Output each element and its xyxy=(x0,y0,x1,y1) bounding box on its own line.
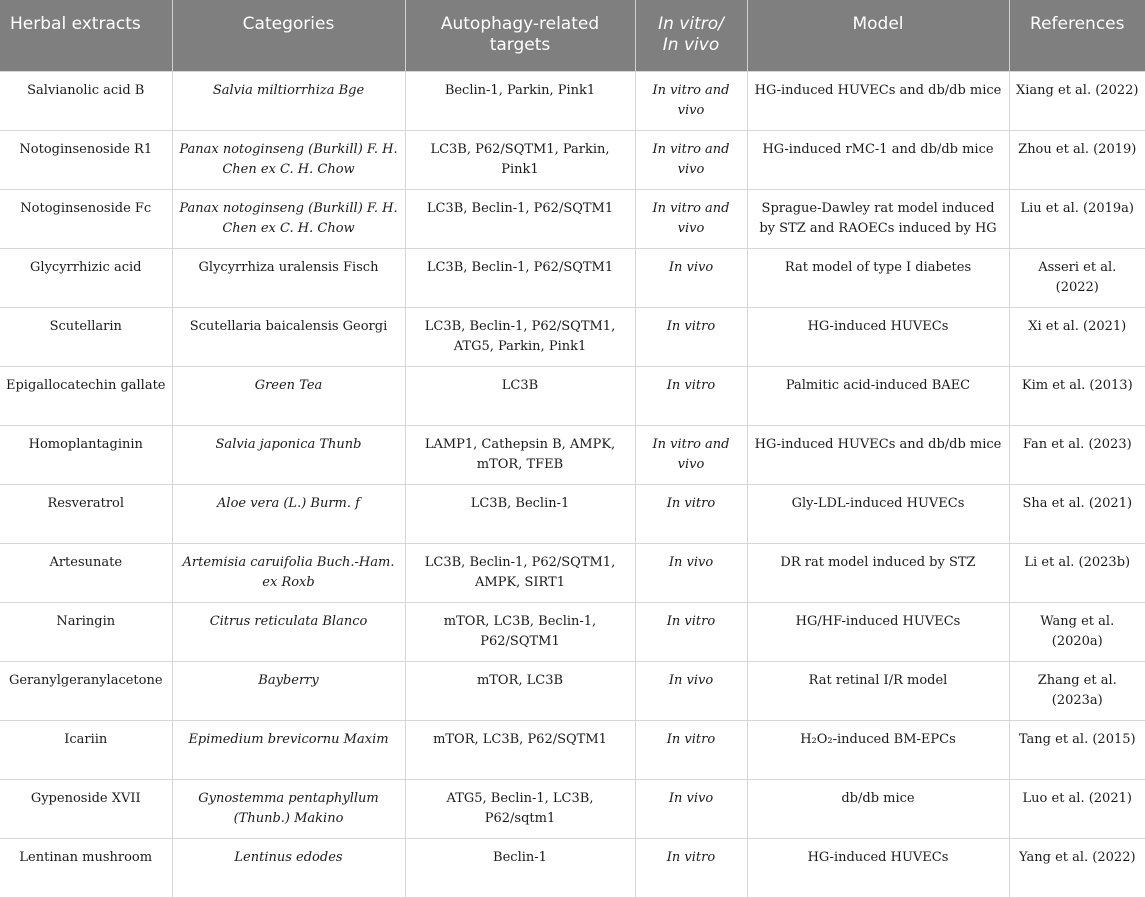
cell-herbal-extract: Notoginsenoside Fc xyxy=(0,189,172,248)
cell-model-type: In vitro xyxy=(635,838,747,897)
cell-category: Citrus reticulata Blanco xyxy=(172,602,405,661)
header-row xyxy=(0,0,1145,71)
cell-model: Gly-LDL-induced HUVECs xyxy=(747,484,1009,543)
cell-herbal-extract: Icariin xyxy=(0,720,172,779)
cell-model-type: In vitro xyxy=(635,307,747,366)
cell-category: Aloe vera (L.) Burm. f xyxy=(172,484,405,543)
cell-category: Glycyrrhiza uralensis Fisch xyxy=(172,248,405,307)
cell-category: Artemisia caruifolia Buch.-Ham. ex Roxb xyxy=(172,543,405,602)
cell-model-type: In vitro xyxy=(635,484,747,543)
cell-category: Scutellaria baicalensis Georgi xyxy=(172,307,405,366)
header-autophagy-targets: Autophagy-related targets xyxy=(405,0,635,71)
cell-targets: LC3B, Beclin-1 xyxy=(405,484,635,543)
cell-reference: Asseri et al. (2022) xyxy=(1009,248,1145,307)
cell-model: HG-induced HUVECs xyxy=(747,307,1009,366)
cell-model-type: In vitro and vivo xyxy=(635,425,747,484)
table-body xyxy=(0,71,1145,897)
cell-herbal-extract: Artesunate xyxy=(0,543,172,602)
cell-category: Salvia miltiorrhiza Bge xyxy=(172,71,405,130)
cell-model: Palmitic acid-induced BAEC xyxy=(747,366,1009,425)
cell-targets: mTOR, LC3B xyxy=(405,661,635,720)
cell-targets: mTOR, LC3B, Beclin-1, P62/SQTM1 xyxy=(405,602,635,661)
cell-reference: Zhou et al. (2019) xyxy=(1009,130,1145,189)
cell-model-type: In vitro and vivo xyxy=(635,130,747,189)
cell-category: Epimedium brevicornu Maxim xyxy=(172,720,405,779)
cell-targets: ATG5, Beclin-1, LC3B, P62/sqtm1 xyxy=(405,779,635,838)
cell-model: HG-induced HUVECs and db/db mice xyxy=(747,71,1009,130)
cell-reference: Wang et al. (2020a) xyxy=(1009,602,1145,661)
cell-reference: Zhang et al. (2023a) xyxy=(1009,661,1145,720)
cell-herbal-extract: Scutellarin xyxy=(0,307,172,366)
cell-model-type: In vivo xyxy=(635,248,747,307)
cell-model-type: In vitro and vivo xyxy=(635,189,747,248)
cell-targets: Beclin-1, Parkin, Pink1 xyxy=(405,71,635,130)
table-row xyxy=(0,484,1145,543)
cell-herbal-extract: Epigallocatechin gallate xyxy=(0,366,172,425)
cell-model-type: In vitro xyxy=(635,602,747,661)
cell-category: Salvia japonica Thunb xyxy=(172,425,405,484)
cell-model-type: In vitro xyxy=(635,720,747,779)
cell-category: Gynostemma pentaphyllum (Thunb.) Makino xyxy=(172,779,405,838)
header-model-type xyxy=(635,0,747,71)
cell-targets: mTOR, LC3B, P62/SQTM1 xyxy=(405,720,635,779)
cell-reference: Kim et al. (2013) xyxy=(1009,366,1145,425)
cell-model-type: In vivo xyxy=(635,779,747,838)
cell-herbal-extract: Glycyrrhizic acid xyxy=(0,248,172,307)
cell-model: Sprague-Dawley rat model induced by STZ and RAOECs induced by HG xyxy=(747,189,1009,248)
cell-herbal-extract: Gypenoside XVII xyxy=(0,779,172,838)
cell-targets: LC3B, Beclin-1, P62/SQTM1 xyxy=(405,248,635,307)
cell-reference: Li et al. (2023b) xyxy=(1009,543,1145,602)
header-model-type-line2: In vivo xyxy=(662,35,720,55)
table-row xyxy=(0,838,1145,897)
cell-model-type: In vivo xyxy=(635,661,747,720)
cell-model-type: In vivo xyxy=(635,543,747,602)
cell-reference: Yang et al. (2022) xyxy=(1009,838,1145,897)
cell-herbal-extract: Lentinan mushroom xyxy=(0,838,172,897)
cell-category: Panax notoginseng (Burkill) F. H. Chen ex C. H. Chow xyxy=(172,130,405,189)
table-row xyxy=(0,602,1145,661)
header-model: Model xyxy=(747,0,1009,71)
cell-reference: Liu et al. (2019a) xyxy=(1009,189,1145,248)
cell-herbal-extract: Resveratrol xyxy=(0,484,172,543)
table-row xyxy=(0,720,1145,779)
cell-model: HG-induced HUVECs and db/db mice xyxy=(747,425,1009,484)
cell-targets: LC3B, P62/SQTM1, Parkin, Pink1 xyxy=(405,130,635,189)
cell-model: HG/HF-induced HUVECs xyxy=(747,602,1009,661)
table-row xyxy=(0,130,1145,189)
table-row xyxy=(0,779,1145,838)
table-row xyxy=(0,248,1145,307)
cell-targets: LC3B, Beclin-1, P62/SQTM1 xyxy=(405,189,635,248)
cell-model: HG-induced rMC-1 and db/db mice xyxy=(747,130,1009,189)
cell-model-type: In vitro xyxy=(635,366,747,425)
cell-model: Rat model of type I diabetes xyxy=(747,248,1009,307)
header-herbal-extracts: Herbal extracts xyxy=(0,0,172,71)
cell-targets: LC3B, Beclin-1, P62/SQTM1, ATG5, Parkin, Pink1 xyxy=(405,307,635,366)
cell-herbal-extract: Salvianolic acid B xyxy=(0,71,172,130)
cell-model-type: In vitro and vivo xyxy=(635,71,747,130)
cell-reference: Xi et al. (2021) xyxy=(1009,307,1145,366)
cell-herbal-extract: Naringin xyxy=(0,602,172,661)
header-categories: Categories xyxy=(172,0,405,71)
cell-targets: Beclin-1 xyxy=(405,838,635,897)
table-row xyxy=(0,71,1145,130)
cell-model: db/db mice xyxy=(747,779,1009,838)
cell-reference: Fan et al. (2023) xyxy=(1009,425,1145,484)
table-row xyxy=(0,543,1145,602)
cell-category: Green Tea xyxy=(172,366,405,425)
cell-category: Bayberry xyxy=(172,661,405,720)
cell-model: Rat retinal I/R model xyxy=(747,661,1009,720)
cell-herbal-extract: Notoginsenoside R1 xyxy=(0,130,172,189)
cell-herbal-extract: Homoplantaginin xyxy=(0,425,172,484)
cell-reference: Tang et al. (2015) xyxy=(1009,720,1145,779)
table-row xyxy=(0,661,1145,720)
cell-reference: Xiang et al. (2022) xyxy=(1009,71,1145,130)
table-row xyxy=(0,425,1145,484)
cell-reference: Sha et al. (2021) xyxy=(1009,484,1145,543)
cell-model: HG-induced HUVECs xyxy=(747,838,1009,897)
header-references: References xyxy=(1009,0,1145,71)
cell-reference: Luo et al. (2021) xyxy=(1009,779,1145,838)
cell-model: H₂O₂-induced BM-EPCs xyxy=(747,720,1009,779)
cell-herbal-extract: Geranylgeranylacetone xyxy=(0,661,172,720)
table-row xyxy=(0,366,1145,425)
table-row xyxy=(0,307,1145,366)
cell-model: DR rat model induced by STZ xyxy=(747,543,1009,602)
cell-targets: LAMP1, Cathepsin B, AMPK, mTOR, TFEB xyxy=(405,425,635,484)
cell-category: Panax notoginseng (Burkill) F. H. Chen ex C. H. Chow xyxy=(172,189,405,248)
cell-targets: LC3B xyxy=(405,366,635,425)
cell-targets: LC3B, Beclin-1, P62/SQTM1, AMPK, SIRT1 xyxy=(405,543,635,602)
header-model-type-line1: In vitro/ xyxy=(658,14,724,34)
cell-category: Lentinus edodes xyxy=(172,838,405,897)
table-row xyxy=(0,189,1145,248)
